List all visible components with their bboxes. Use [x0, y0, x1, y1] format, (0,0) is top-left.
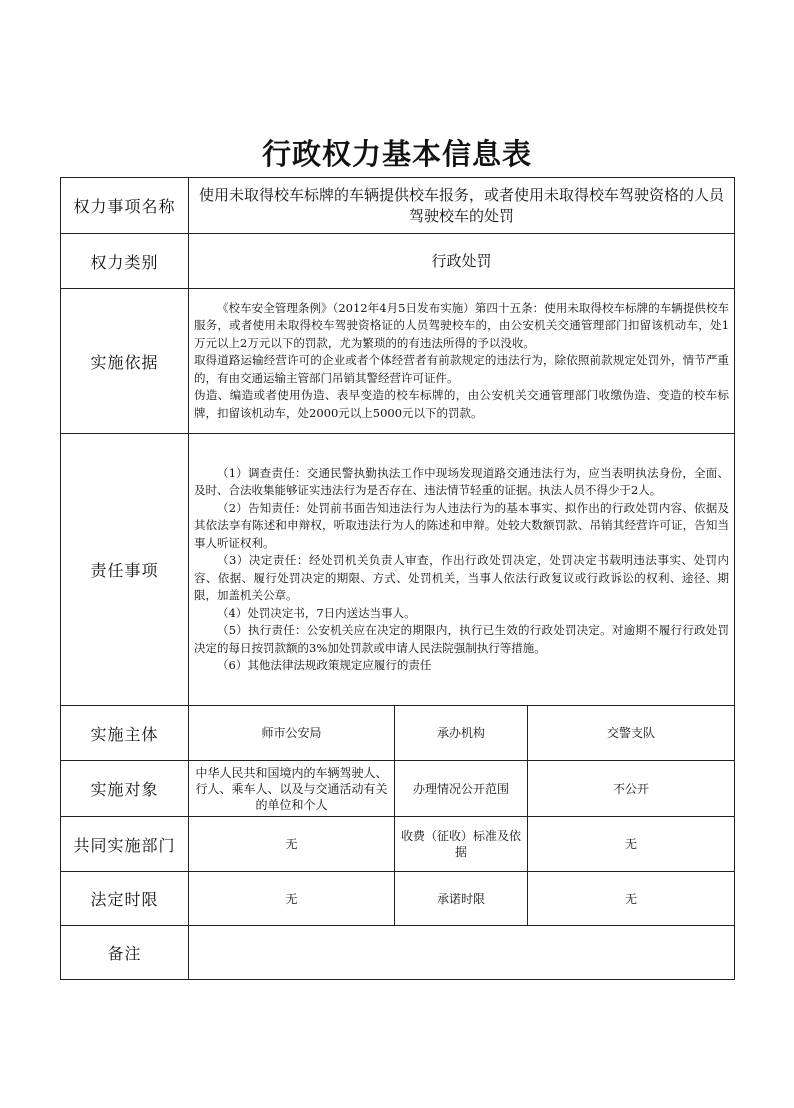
row-target: [61, 761, 735, 817]
basis-paragraph: 《校车安全管理条例》（2012年4月5日发布实施）第四十五条：使用未取得校车标牌的车辆提供校车服务，或者使用未取得校车驾驶资格证的人员驾驶校车的，由公安机关交通管理部门扣留该机动车，处1万元以上2万元以下的罚款，尤为繁琐的的有违法所得的予以没收。: [194, 300, 730, 350]
promise-label: 承诺时限: [395, 872, 528, 926]
row-duties: [61, 434, 735, 706]
duty-paragraph: （2）告知责任：处罚前书面告知违法行为人违法行为的基本事实、拟作出的行政处罚内容、依据及其依法享有陈述和申辩权，听取违法行为人的陈述和申辩。处较大数额罚款、吊销其经营许可证，告知当事人听证权利。: [194, 500, 730, 550]
basis-label: 实施依据: [61, 289, 189, 434]
row-remarks: [61, 926, 735, 980]
row-timelimit: [61, 872, 735, 926]
timelimit-value: 无: [189, 872, 395, 926]
power-category-label: 权力类别: [61, 234, 189, 289]
basis-text: [189, 289, 735, 434]
timelimit-label: 法定时限: [61, 872, 189, 926]
target-value: 中华人民共和国境内的车辆驾驶人、行人、乘车人、以及与交通活动有关的单位和个人: [189, 761, 395, 817]
remarks-value: [189, 926, 735, 980]
duties-label: 责任事项: [61, 434, 189, 706]
row-basis: [61, 289, 735, 434]
row-power-category: [61, 234, 735, 289]
duties-text: [189, 434, 735, 706]
page-title: 行政权力基本信息表: [261, 137, 532, 171]
remarks-label: 备注: [61, 926, 189, 980]
joint-label: 共同实施部门: [61, 817, 189, 872]
power-category-value: 行政处罚: [189, 234, 735, 289]
row-power-name: [61, 178, 735, 234]
info-table: [60, 177, 735, 980]
basis-paragraph: 取得道路运输经营许可的企业或者个体经营者有前款规定的违法行为，除依照前款规定处罚外，情节严重的，有由交通运输主管部门吊销其警经营许可证件。: [194, 353, 730, 385]
disclosure-label: 办理情况公开范围: [395, 761, 528, 817]
agency-value: 交警支队: [528, 706, 735, 761]
disclosure-value: 不公开: [528, 761, 735, 817]
row-subject: [61, 706, 735, 761]
agency-label: 承办机构: [395, 706, 528, 761]
fee-value: 无: [528, 817, 735, 872]
duty-paragraph: （1）调查责任：交通民警执勤执法工作中现场发现道路交通违法行为，应当表明执法身份，全面、及时、合法收集能够证实违法行为是否存在、违法情节轻重的证据。执法人员不得少于2人。: [194, 465, 730, 497]
duty-paragraph: （6）其他法律法规政策规定应履行的责任: [217, 658, 432, 672]
subject-label: 实施主体: [61, 706, 189, 761]
promise-value: 无: [528, 872, 735, 926]
basis-paragraph: 伪造、编造或者使用伪造、表早变造的校车标牌的，由公安机关交通管理部门收缴伪造、变造的校车标牌，扣留该机动车，处2000元以上5000元以下的罚款。: [194, 388, 730, 420]
target-label: 实施对象: [61, 761, 189, 817]
row-joint: [61, 817, 735, 872]
power-name-value: 使用未取得校车标牌的车辆提供校车报务，或者使用未取得校车驾驶资格的人员驾驶校车的处罚: [189, 178, 735, 234]
duty-paragraph: （5）执行责任：公安机关应在决定的期限内，执行已生效的行政处罚决定。对逾期不履行行政处罚决定的每日按罚款额的3%加处罚款或申请人民法院强制执行等措施。: [194, 623, 730, 655]
joint-value: 无: [189, 817, 395, 872]
power-name-label: 权力事项名称: [61, 178, 189, 234]
subject-value: 师市公安局: [189, 706, 395, 761]
fee-label: 收费（征收）标准及依据: [395, 817, 528, 872]
duty-paragraph: （4）处罚决定书，7日内送达当事人。: [217, 605, 416, 620]
duty-paragraph: （3）决定责任：经处罚机关负责人审查，作出行政处罚决定，处罚决定书载明违法事实、处罚内容、依据、履行处罚决定的期限、方式、处罚机关，当事人依法行政复议或行政诉讼的权利、途径、期限，加盖机关公章。: [194, 553, 730, 602]
